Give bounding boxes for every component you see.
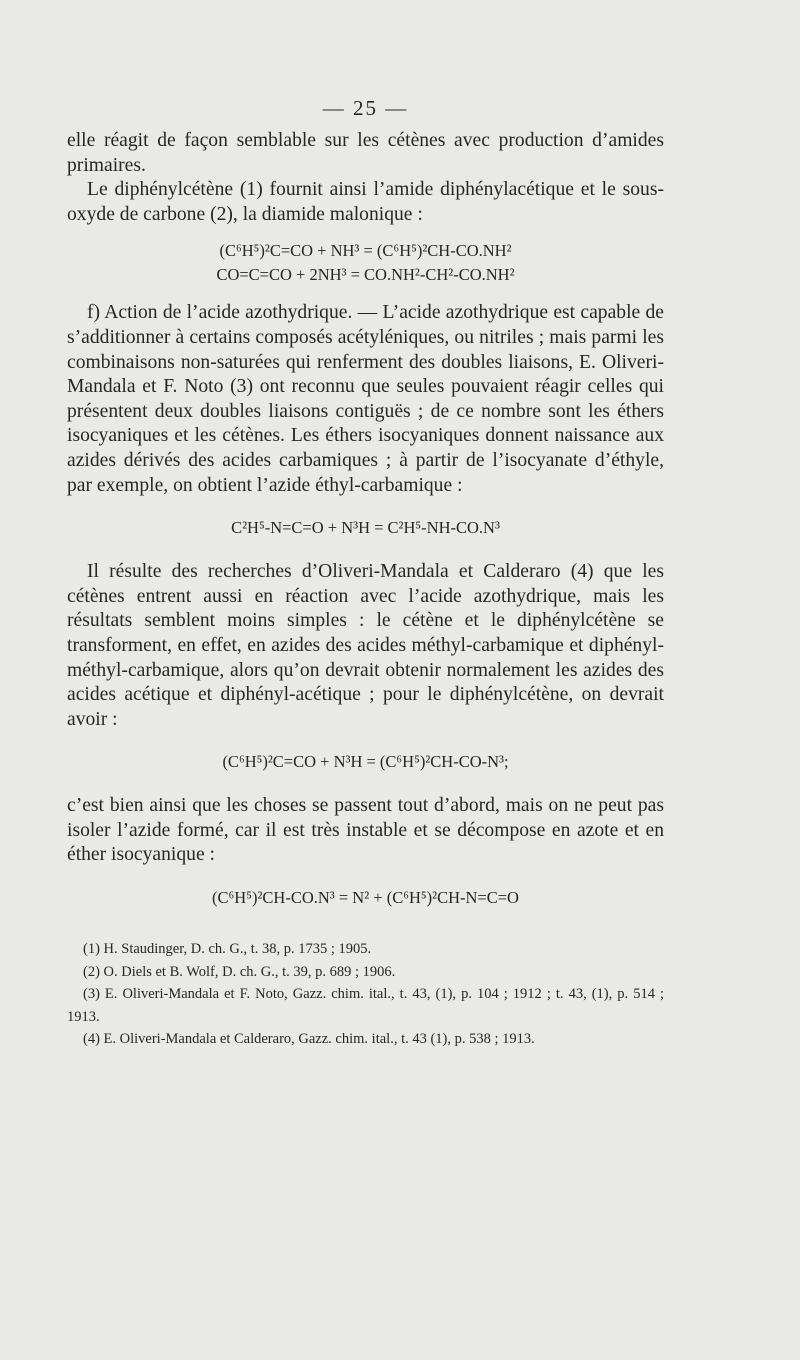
formula-ethyl-carbamic-azide: C²H⁵-N=C=O + N³H = C²H⁵-NH-CO.N³ (231, 518, 500, 538)
footnote-2: (2) O. Diels et B. Wolf, D. ch. G., t. 39, p. 689 ; 1906. (83, 963, 396, 980)
paragraph-continuation: elle réagit de façon semblable sur les cétènes avec production d’amides primaires. (67, 130, 664, 176)
footnote-1: (1) H. Staudinger, D. ch. G., t. 38, p. 1735 ; 1905. (83, 941, 372, 958)
page-number: — 25 — (322, 96, 409, 120)
footnote-3: (3) E. Oliveri-Mandala et F. Noto, Gazz. chim. ital., t. 43, (1), p. 104 ; 1912 ; t. 43, (1), p. 514 ; 1913. (67, 986, 664, 1025)
formula-diphenylacetamide: (C⁶H⁵)²C=CO + NH³ = (C⁶H⁵)²CH-CO.NH² (219, 241, 512, 261)
formula-diphenylacetyl-azide: (C⁶H⁵)²C=CO + N³H = (C⁶H⁵)²CH-CO-N³; (222, 752, 509, 772)
formula-isocyanate: (C⁶H⁵)²CH-CO.N³ = N² + (C⁶H⁵)²CH-N=C=O (212, 888, 519, 908)
paragraph-decomposition: c’est bien ainsi que les choses se passent tout d’abord, mais on ne peut pas isoler l’azide formé, car il est très instable et se décompose en azote et en éther isocyanique : (67, 795, 664, 866)
paragraph-calderaro: Il résulte des recherches d’Oliveri-Mandala et Calderaro (4) que les cétènes entrent aussi en réaction avec l’acide azothydrique, mais les résultats semblent moins simples : le cétène et le diphénylcétène se transforment, en effet, en azides des acides méthyl-carbamique et diphényl-méthyl-carbamique, alors qu’on devrait obtenir normalement les azides des acides acétique et diphényl-acétique ; pour le diphénylcétène, on devrait avoir : (67, 561, 664, 730)
formula-malonamide: CO=C=CO + 2NH³ = CO.NH²-CH²-CO.NH² (216, 265, 515, 285)
paragraph-diphenylcetene: Le diphénylcétène (1) fournit ainsi l’amide diphénylacétique et le sous-oxyde de carbone (2), la diamide malonique : (67, 179, 664, 225)
paragraph-azothydric-acid: f) Action de l’acide azothydrique. — L’acide azothydrique est capable de s’additionner à certains composés acétyléniques, ou nitriles ; mais parmi les combinaisons non-saturées qui renferment des doubles liaisons, E. Oliveri-Mandala et F. Noto (3) ont reconnu que seules pouvaient réagir celles qui présentent deux doubles liaisons contiguës ; de ce nombre sont les éthers isocyaniques et les cétènes. Les éthers isocyaniques donnent naissance aux azides dérivés des acides carbamiques ; à partir de l’isocyanate d’éthyle, par exemple, on obtient l’azide éthyl-carbamique : (67, 302, 664, 496)
formula-block-amides (67, 239, 664, 287)
footnote-4: (4) E. Oliveri-Mandala et Calderaro, Gazz. chim. ital., t. 43 (1), p. 538 ; 1913. (83, 1031, 535, 1048)
footnotes (67, 938, 664, 1051)
